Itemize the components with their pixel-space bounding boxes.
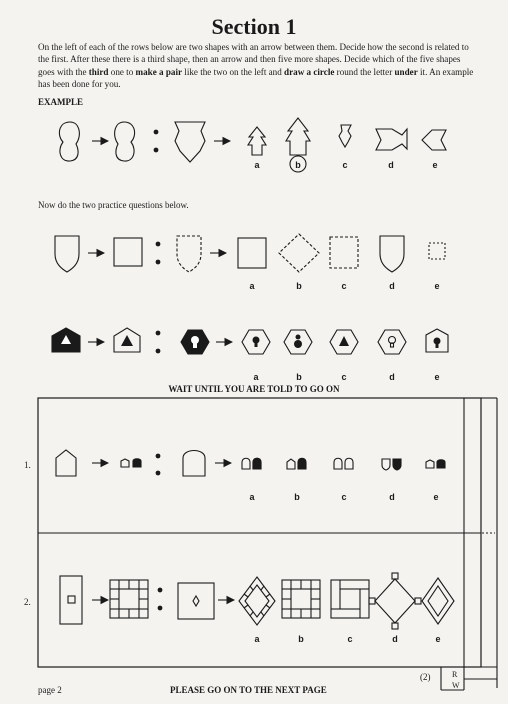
practice1-letter-a[interactable]: a bbox=[249, 281, 255, 291]
q2-square-shape bbox=[178, 583, 214, 619]
q1-letter-d[interactable]: d bbox=[389, 492, 395, 502]
notched-shield-shape bbox=[175, 122, 205, 162]
example-label: EXAMPLE bbox=[38, 97, 83, 107]
bean-shape bbox=[59, 122, 79, 161]
practice1-letter-b[interactable]: b bbox=[296, 281, 302, 291]
q1-option-e bbox=[426, 460, 434, 468]
practice1-option-a bbox=[238, 238, 266, 268]
q1-option-c bbox=[334, 458, 353, 469]
q2-letter-a[interactable]: a bbox=[254, 634, 260, 644]
square-shape bbox=[114, 238, 142, 266]
q2-option-a bbox=[239, 577, 275, 625]
q2-option-e bbox=[422, 578, 454, 624]
q2-grid-shape bbox=[110, 580, 148, 618]
practice2-letter-d[interactable]: d bbox=[389, 372, 395, 382]
instructions: On the left of each of the rows below are two shapes with an arrow between them. Decide how the second is related to the first. After these there is a third shape, then an arrow and then five more shapes. Decide which of the five shapes goes with the third one to make a pair like the two on the left and draw a circle round the letter under it. An example has been done for you. bbox=[38, 42, 474, 89]
q2-option-c bbox=[331, 580, 369, 618]
example-option-e bbox=[422, 130, 446, 150]
page-number: page 2 bbox=[38, 685, 62, 695]
wait-instruction: WAIT UNTIL YOU ARE TOLD TO GO ON bbox=[168, 384, 340, 394]
practice2-letter-e[interactable]: e bbox=[434, 372, 440, 382]
bean-shape-mirrored bbox=[115, 122, 135, 161]
next-page-instruction: PLEASE GO ON TO THE NEXT PAGE bbox=[170, 685, 327, 695]
practice2-letter-c[interactable]: c bbox=[341, 372, 347, 382]
example-letter-d[interactable]: d bbox=[388, 160, 394, 170]
q1-letter-a[interactable]: a bbox=[249, 492, 255, 502]
example-letter-a[interactable]: a bbox=[254, 160, 260, 170]
right-label: R bbox=[452, 670, 458, 679]
question-number-2: 2. bbox=[24, 597, 31, 607]
practice1-option-c bbox=[330, 237, 358, 268]
example-option-d bbox=[376, 129, 407, 150]
practice1-option-b bbox=[279, 234, 319, 272]
example-option-b bbox=[286, 118, 310, 155]
practice2-option-d bbox=[378, 330, 406, 354]
q2-option-b bbox=[282, 580, 320, 618]
q2-rectangle-shape bbox=[60, 576, 82, 624]
q2-letter-d[interactable]: d bbox=[392, 634, 398, 644]
example-option-a bbox=[248, 127, 266, 155]
practice1-letter-d[interactable]: d bbox=[389, 281, 395, 291]
practice1-letter-c[interactable]: c bbox=[341, 281, 347, 291]
q1-letter-c[interactable]: c bbox=[341, 492, 347, 502]
practice1-option-d bbox=[380, 236, 404, 272]
example-letter-c[interactable]: c bbox=[342, 160, 348, 170]
q2-letter-b[interactable]: b bbox=[298, 634, 304, 644]
example-letter-b[interactable]: b bbox=[295, 160, 301, 170]
dashed-shield-shape bbox=[177, 236, 201, 272]
q1-letter-b[interactable]: b bbox=[294, 492, 300, 502]
q1-pair-small bbox=[121, 459, 129, 467]
q2-letter-c[interactable]: c bbox=[347, 634, 353, 644]
practice-instruction: Now do the two practice questions below. bbox=[38, 200, 189, 210]
section-title: Section 1 bbox=[211, 14, 297, 39]
q1-shape bbox=[56, 450, 76, 476]
q1-arch-shape bbox=[183, 451, 205, 477]
q1-option-d bbox=[382, 459, 390, 470]
q2-option-d bbox=[369, 573, 421, 629]
q1-option-b bbox=[287, 459, 295, 469]
q1-letter-e[interactable]: e bbox=[433, 492, 439, 502]
wrong-label: W bbox=[452, 681, 460, 690]
score-marks: (2) bbox=[420, 672, 431, 682]
practice2-letter-b[interactable]: b bbox=[296, 372, 302, 382]
shield-shape bbox=[55, 236, 79, 272]
q2-letter-e[interactable]: e bbox=[435, 634, 441, 644]
practice1-option-e bbox=[429, 243, 445, 259]
example-letter-e[interactable]: e bbox=[432, 160, 438, 170]
example-option-c bbox=[339, 125, 351, 147]
practice2-letter-a[interactable]: a bbox=[253, 372, 259, 382]
practice1-letter-e[interactable]: e bbox=[434, 281, 440, 291]
question-number-1: 1. bbox=[24, 460, 31, 470]
